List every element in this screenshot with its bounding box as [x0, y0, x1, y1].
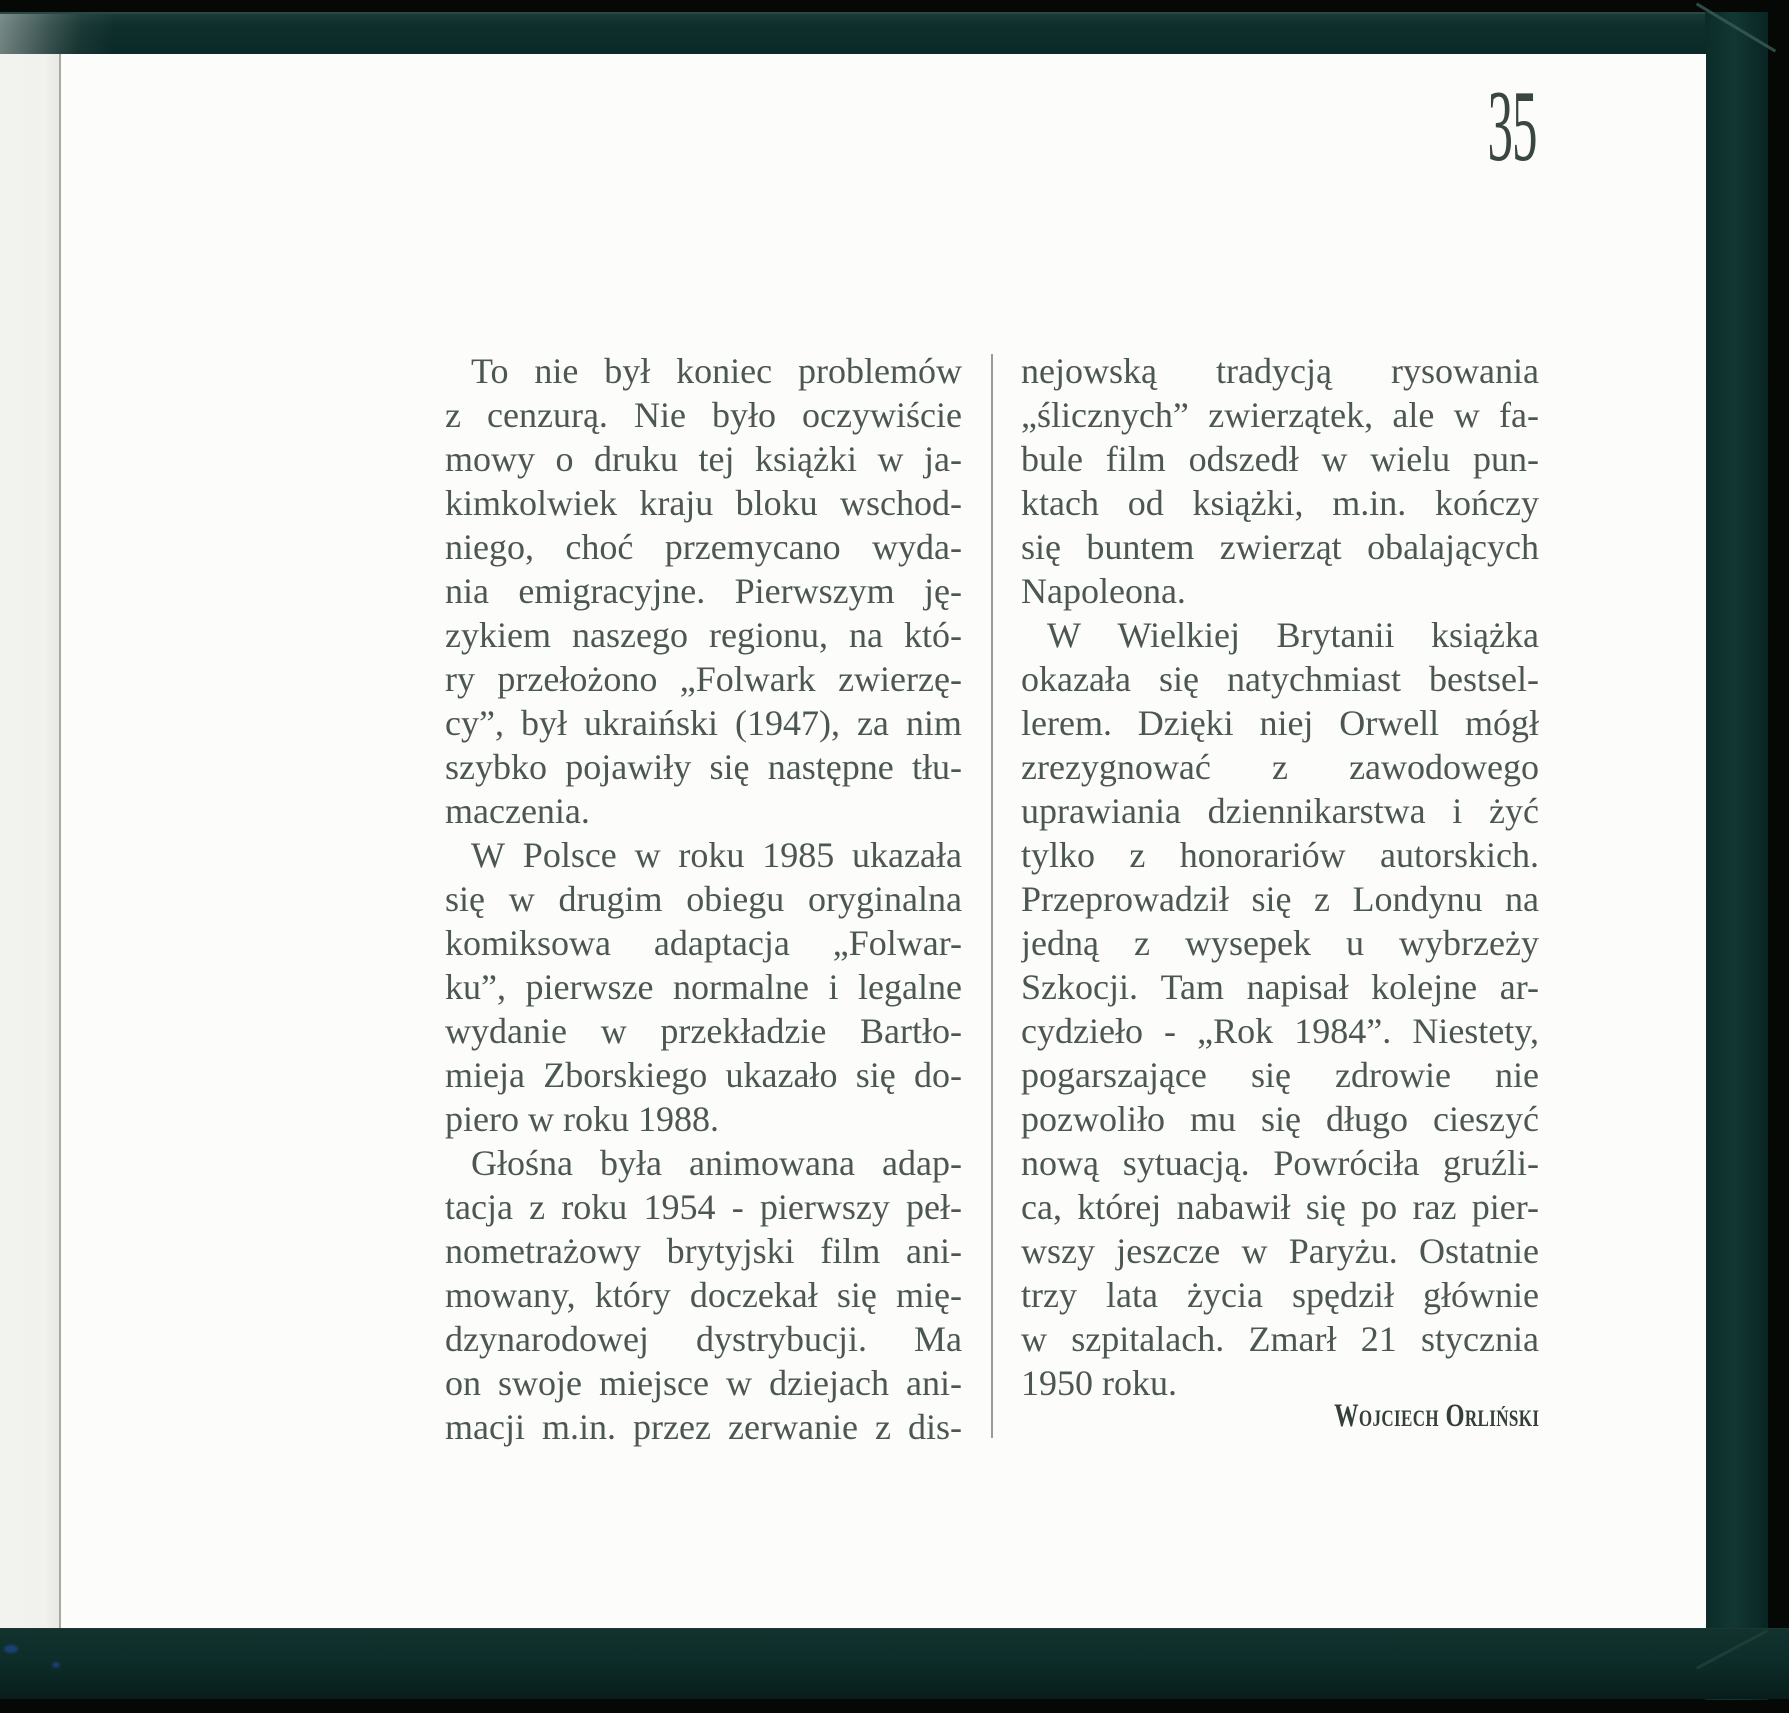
text-column-left	[445, 349, 962, 1449]
text-line: W Wielkiej Brytanii książka	[1047, 615, 1539, 655]
text-line: jedną z wysepek u wybrzeży	[1021, 923, 1539, 963]
text-line: tylko z honorariów autorskich.	[1021, 835, 1539, 875]
text-line: bule film odszedł w wielu pun-	[1021, 439, 1539, 479]
text-line: ca, której nabawił się po raz pier-	[1021, 1187, 1539, 1227]
text-line: nometrażowy brytyjski film ani-	[445, 1231, 962, 1271]
text-line: się buntem zwierząt obalających	[1021, 527, 1539, 567]
text-line: szybko pojawiły się następne tłu-	[445, 747, 962, 787]
text-line: zykiem naszego regionu, na któ-	[445, 615, 962, 655]
text-line: tacja z roku 1954 - pierwszy peł-	[445, 1187, 962, 1227]
text-column-right	[1021, 349, 1539, 1405]
text-line: zrezygnować z zawodowego	[1021, 747, 1539, 787]
text-line: ktach od książki, m.in. kończy	[1021, 483, 1539, 523]
text-line: z cenzurą. Nie było oczywiście	[445, 395, 962, 435]
text-line: kimkolwiek kraju bloku wschod-	[445, 483, 962, 523]
page-edge-strip	[0, 54, 61, 1628]
cover-glint	[52, 1662, 60, 1668]
book-cover-bottom-edge	[0, 1628, 1789, 1699]
text-line: Przeprowadził się z Londynu na	[1021, 879, 1539, 919]
text-line: Głośna była animowana adap-	[471, 1143, 962, 1183]
text-line: wszy jeszcze w Paryżu. Ostatnie	[1021, 1231, 1539, 1271]
text-line: on swoje miejsce w dziejach ani-	[445, 1363, 962, 1403]
text-line: Szkocji. Tam napisał kolejne ar-	[1021, 967, 1539, 1007]
text-line: trzy lata życia spędził głównie	[1021, 1275, 1539, 1315]
text-line: mieja Zborskiego ukazało się do-	[445, 1055, 962, 1095]
text-line: ry przełożono „Folwark zwierzę-	[445, 659, 962, 699]
byline-text: Wojciech Orliński	[1333, 1398, 1539, 1434]
text-line: okazała się natychmiast bestsel-	[1021, 659, 1539, 699]
book-cover-right-edge	[1705, 12, 1768, 1700]
byline	[1021, 1398, 1539, 1435]
cover-glint	[4, 1645, 18, 1653]
text-line: wydanie w przekładzie Bartło-	[445, 1011, 962, 1051]
text-line: ku”, pierwsze normalne i legalne	[445, 967, 962, 1007]
text-line: mowy o druku tej książki w ja-	[445, 439, 962, 479]
text-line: pogarszające się zdrowie nie	[1021, 1055, 1539, 1095]
text-line: macji m.in. przez zerwanie z dis-	[445, 1407, 962, 1447]
text-line: Napoleona.	[1021, 571, 1186, 611]
text-line: 1950 roku.	[1021, 1363, 1177, 1403]
text-line: w szpitalach. Zmarł 21 stycznia	[1021, 1319, 1539, 1359]
text-line: cydzieło - „Rok 1984”. Niestety,	[1021, 1011, 1539, 1051]
page-number: 35	[1487, 70, 1537, 183]
column-divider	[991, 354, 993, 1438]
text-line: „ślicznych” zwierzątek, ale w fa-	[1021, 395, 1539, 435]
text-line: mowany, który doczekał się mię-	[445, 1275, 962, 1315]
text-line: nejowską tradycją rysowania	[1021, 351, 1539, 391]
text-line: piero w roku 1988.	[445, 1099, 719, 1139]
book-cover-top-edge	[0, 12, 1768, 56]
text-line: dzynarodowej dystrybucji. Ma	[445, 1319, 962, 1359]
text-line: To nie był koniec problemów	[471, 351, 962, 391]
text-line: nową sytuacją. Powróciła gruźli-	[1021, 1143, 1539, 1183]
text-line: W Polsce w roku 1985 ukazała	[471, 835, 962, 875]
text-line: niego, choć przemycano wyda-	[445, 527, 962, 567]
text-line: komiksowa adaptacja „Folwar-	[445, 923, 962, 963]
text-line: się w drugim obiegu oryginalna	[445, 879, 962, 919]
text-line: uprawiania dziennikarstwa i żyć	[1021, 791, 1539, 831]
tape-reflection	[0, 14, 112, 54]
text-line: lerem. Dzięki niej Orwell mógł	[1021, 703, 1539, 743]
text-line: cy”, był ukraiński (1947), za nim	[445, 703, 962, 743]
text-line: maczenia.	[445, 791, 590, 831]
text-line: nia emigracyjne. Pierwszym ję-	[445, 571, 962, 611]
text-line: pozwoliło mu się długo cieszyć	[1021, 1099, 1539, 1139]
